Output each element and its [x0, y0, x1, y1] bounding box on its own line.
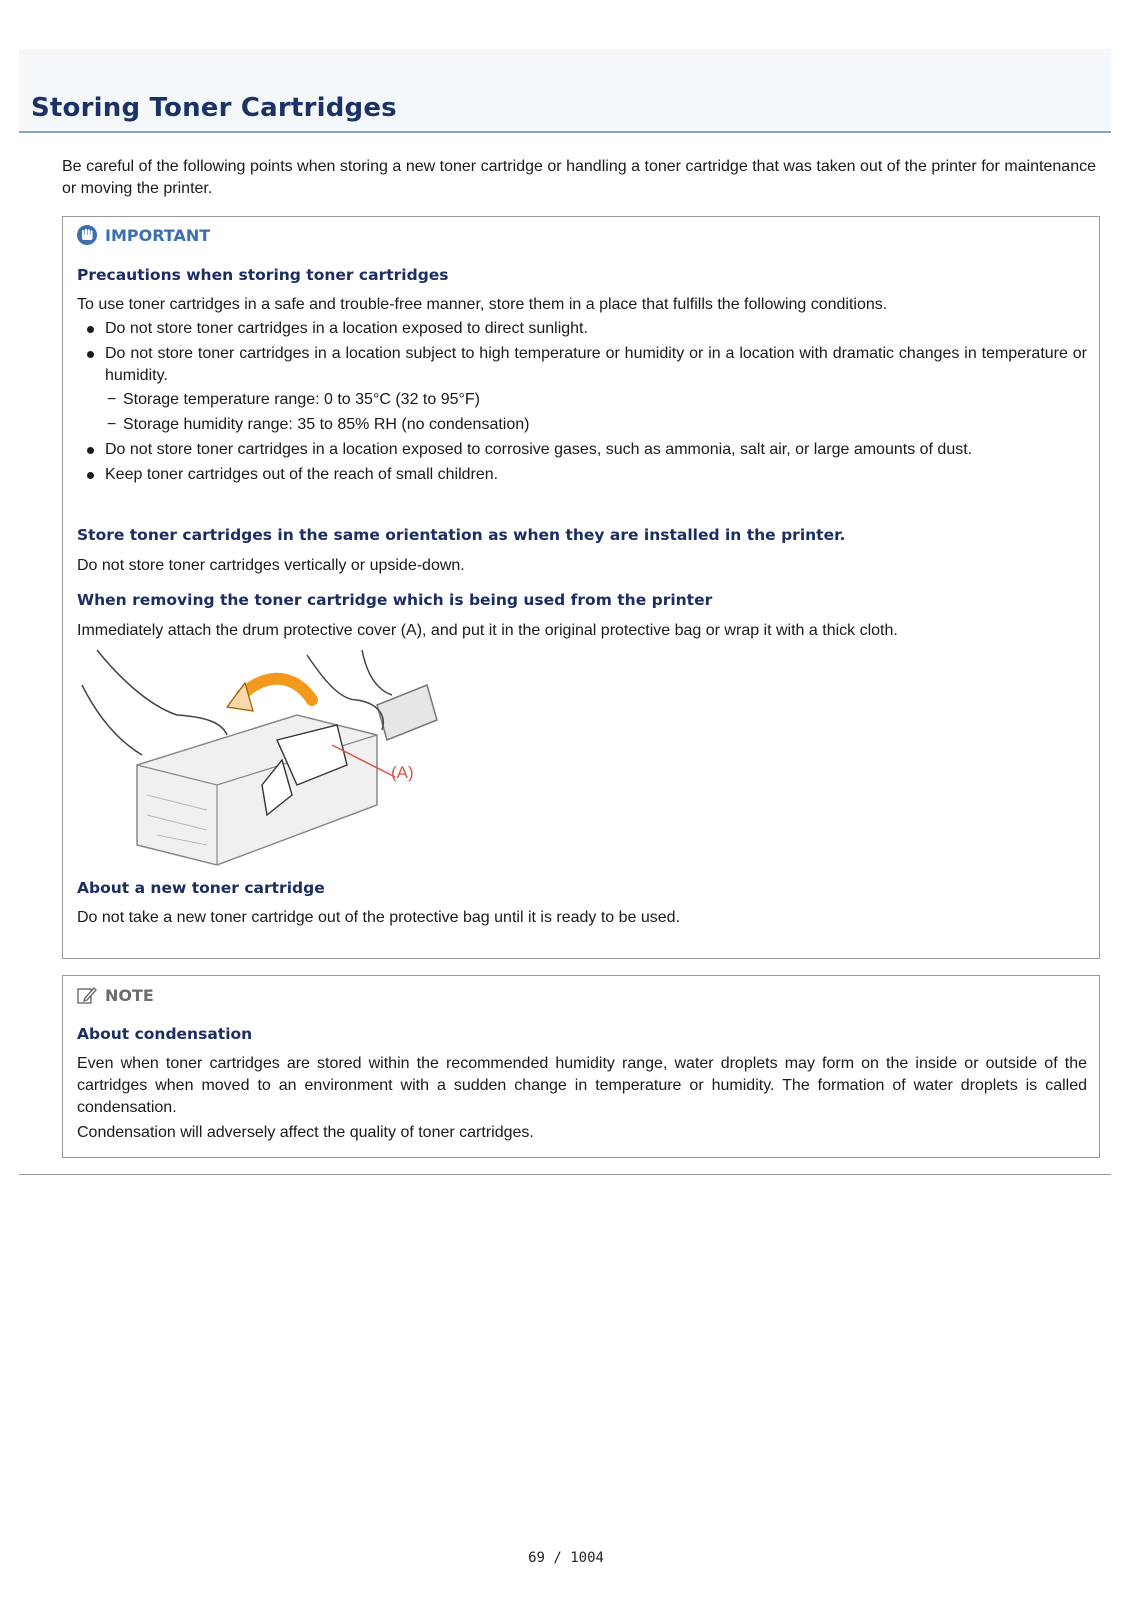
storage-ranges-list	[105, 389, 1087, 436]
bullet-dot	[87, 326, 94, 333]
condensation-paragraph-1: Even when toner cartridges are stored within the recommended humidity range, water droplets may form on the inside or outside of the cartridges when moved to an environment with a sudden change in temperature or humidity. The formation of water droplets is called condensation.	[77, 1055, 1087, 1116]
precautions-text: To use toner cartridges in a safe and trouble-free manner, store them in a place that fulfills the following conditions.	[77, 296, 888, 313]
bullet-dot	[87, 472, 94, 479]
removing-text: Immediately attach the drum protective cover (A), and put it in the original protective bag or wrap it with a thick cloth.	[77, 622, 898, 639]
figure-label-a: (A)	[391, 763, 414, 782]
list-item	[77, 464, 1087, 486]
sub-list-item	[105, 414, 1087, 436]
dash-marker: −	[107, 416, 117, 433]
bullet-dot	[87, 351, 94, 358]
important-label: IMPORTANT	[105, 225, 211, 245]
cartridge-illustration	[77, 645, 467, 885]
bullet-text: Do not store toner cartridges in a location subject to high temperature or humidity or in a location with dramatic changes in temperature or humidity.	[105, 345, 1087, 384]
note-box	[62, 975, 1100, 1158]
list-item	[77, 343, 1087, 436]
heading-orientation: Store toner cartridges in the same orientation as when they are installed in the printer.	[77, 526, 846, 544]
heading-precautions: Precautions when storing toner cartridges	[77, 266, 449, 284]
important-header	[76, 224, 210, 246]
heading-condensation: About condensation	[77, 1025, 253, 1043]
hand-stop-icon	[76, 224, 98, 246]
list-item	[77, 318, 1087, 340]
intro-paragraph: Be careful of the following points when storing a new toner cartridge or handling a toner cartridge that was taken out of the printer for maintenance or moving the printer.	[62, 158, 1096, 197]
sub-item-text: Storage temperature range: 0 to 35°C (32 to 95°F)	[123, 391, 480, 408]
note-header	[76, 984, 154, 1006]
pencil-note-icon	[76, 984, 98, 1006]
note-label: NOTE	[105, 985, 154, 1005]
precautions-list	[77, 318, 1087, 489]
bullet-text: Do not store toner cartridges in a location exposed to corrosive gases, such as ammonia, salt air, or large amounts of dust.	[105, 441, 973, 458]
list-item	[77, 439, 1087, 461]
new-cartridge-text: Do not take a new toner cartridge out of the protective bag until it is ready to be used.	[77, 909, 681, 926]
heading-new-cartridge: About a new toner cartridge	[77, 879, 325, 897]
bullet-dot	[87, 447, 94, 454]
footer-divider	[19, 1174, 1111, 1175]
condensation-paragraph-2: Condensation will adversely affect the quality of toner cartridges.	[77, 1124, 534, 1141]
bullet-text: Keep toner cartridges out of the reach of small children.	[105, 466, 499, 483]
important-box	[62, 216, 1100, 959]
title-band	[19, 49, 1111, 133]
page-number: 69 / 1004	[528, 1550, 604, 1566]
bullet-text: Do not store toner cartridges in a location exposed to direct sunlight.	[105, 320, 588, 337]
heading-removing: When removing the toner cartridge which is being used from the printer	[77, 591, 713, 609]
page-title: Storing Toner Cartridges	[31, 93, 397, 123]
sub-item-text: Storage humidity range: 35 to 85% RH (no condensation)	[123, 416, 530, 433]
sub-list-item	[105, 389, 1087, 411]
dash-marker: −	[107, 391, 117, 408]
orientation-text: Do not store toner cartridges vertically or upside-down.	[77, 557, 465, 574]
